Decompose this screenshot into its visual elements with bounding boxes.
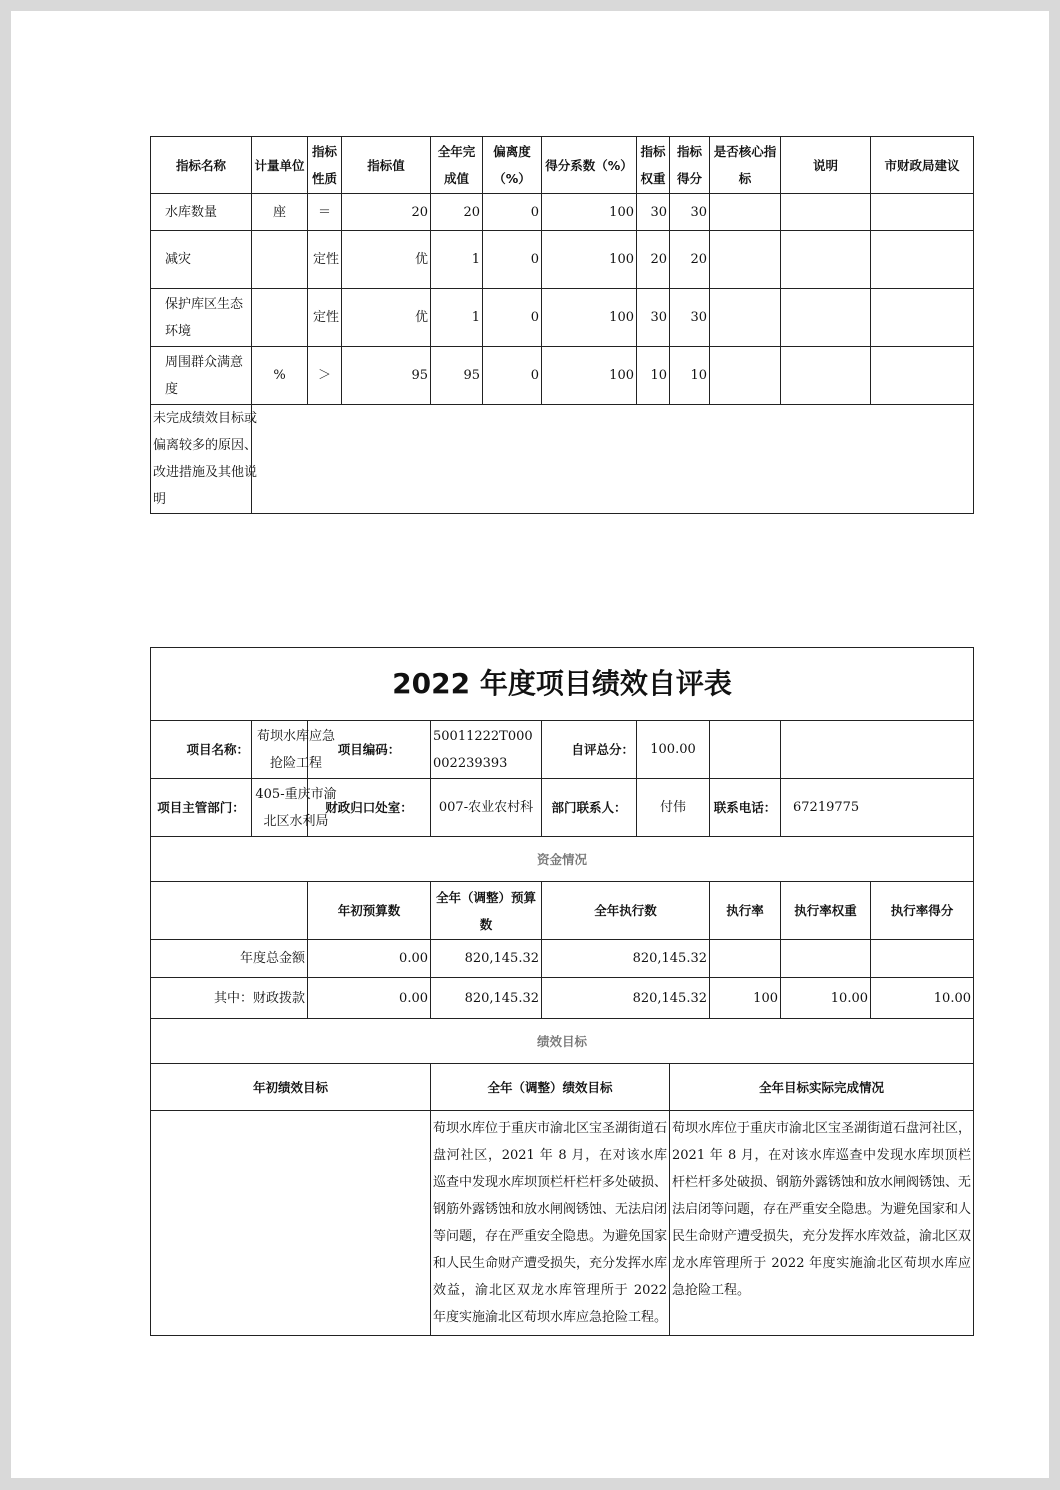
funds-header: 执行率: [710, 882, 781, 940]
funds-row-label: 其中：财政拨款: [151, 978, 308, 1019]
department-row: [151, 779, 974, 837]
empty-cell: [710, 721, 781, 779]
note-label-text: 未完成绩效目标或偏离较多的原因、改进措施及其他说明: [153, 411, 258, 507]
indicator-deviation: 0: [483, 347, 542, 405]
table-row: [151, 231, 974, 289]
project-name: 荀坝水库应急抢险工程: [256, 728, 335, 771]
indicator-suggestion: [871, 289, 974, 347]
header-cell: 偏离度（%）: [483, 137, 542, 194]
header-cell: 指标权重: [637, 137, 670, 194]
finance-label: 财政归口处室：: [308, 779, 431, 837]
indicator-note: [781, 289, 871, 347]
goals-section-title: 绩效目标: [151, 1019, 974, 1064]
indicator-coef: 100: [542, 289, 637, 347]
project-code: 50011222T000002239393: [431, 721, 542, 779]
funds-header: 执行率权重: [781, 882, 871, 940]
goal-actual: 荀坝水库位于重庆市渝北区宝圣湖街道石盘河社区，2021 年 8 月，在对该水库巡查中发现水库坝顶栏杆栏杆多处破损、钢筋外露锈蚀和放水闸阀锈蚀、无法启闭等问题，存在严重安全隐患。为避免国家和人民生命财产遭受损失，充分发挥水库效益，渝北区双龙水库管理所于 2022 年度实施渝北区荀坝水库应急抢险工程。: [670, 1111, 974, 1336]
funds-executed: 820,145.32: [542, 940, 710, 978]
dept-value: 405-重庆市渝北区水利局: [255, 786, 337, 829]
note-row: [151, 405, 974, 514]
document-page: [11, 11, 1049, 1478]
indicator-suggestion: [871, 231, 974, 289]
indicator-note: [781, 347, 871, 405]
phone-label: 联系电话：: [710, 779, 781, 837]
header-cell: 指标名称: [151, 137, 252, 194]
indicator-actual: 95: [431, 347, 483, 405]
contact-value: 付伟: [637, 779, 710, 837]
table-row: [151, 289, 974, 347]
indicator-table: [150, 136, 974, 514]
indicator-note: [781, 194, 871, 231]
header-cell: 说明: [781, 137, 871, 194]
funds-score: [871, 940, 974, 978]
indicator-nature: ＝: [308, 194, 342, 231]
table-row: [151, 978, 974, 1019]
indicator-value: 20: [342, 194, 431, 231]
indicator-unit: %: [252, 347, 308, 405]
indicator-nature: ＞: [308, 347, 342, 405]
contact-label: 部门联系人：: [542, 779, 637, 837]
funds-section-title: 资金情况: [151, 837, 974, 882]
dept-cell: [252, 779, 337, 837]
indicator-core: [710, 231, 781, 289]
project-name-label: 项目名称：: [151, 721, 252, 779]
indicator-note: [781, 231, 871, 289]
table-row: [151, 347, 974, 405]
indicator-name: 水库数量: [151, 194, 252, 231]
funds-section-row: [151, 837, 974, 882]
indicator-coef: 100: [542, 194, 637, 231]
indicator-core: [710, 347, 781, 405]
indicator-coef: 100: [542, 347, 637, 405]
indicator-weight: 20: [637, 231, 670, 289]
phone-value: 67219775: [781, 779, 974, 837]
indicator-suggestion: [871, 347, 974, 405]
header-cell: 是否核心指标: [710, 137, 781, 194]
goals-header: 全年目标实际完成情况: [670, 1064, 974, 1111]
indicator-name: 减灾: [151, 231, 252, 289]
indicator-actual: 1: [431, 231, 483, 289]
self-evaluation-form: [150, 647, 974, 1336]
table-row: [151, 940, 974, 978]
indicator-unit: [252, 231, 308, 289]
indicator-score: 10: [670, 347, 710, 405]
indicator-score: 30: [670, 289, 710, 347]
total-score: 100.00: [637, 721, 710, 779]
indicator-actual: 1: [431, 289, 483, 347]
indicator-nature: 定性: [308, 289, 342, 347]
indicator-weight: 30: [637, 289, 670, 347]
indicator-actual: 20: [431, 194, 483, 231]
indicator-coef: 100: [542, 231, 637, 289]
table-row: [151, 194, 974, 231]
indicator-score: 20: [670, 231, 710, 289]
goals-content-row: [151, 1111, 974, 1336]
goals-section-row: [151, 1019, 974, 1064]
goals-header-row: [151, 1064, 974, 1111]
indicator-value: 优: [342, 289, 431, 347]
goals-header: 年初绩效目标: [151, 1064, 431, 1111]
indicator-deviation: 0: [483, 289, 542, 347]
indicator-unit: [252, 289, 308, 347]
indicator-score: 30: [670, 194, 710, 231]
funds-executed: 820,145.32: [542, 978, 710, 1019]
indicator-value: 95: [342, 347, 431, 405]
form-title: 2022 年度项目绩效自评表: [151, 648, 974, 721]
indicator-name: 保护库区生态环境: [151, 289, 252, 347]
header-cell: 指标值: [342, 137, 431, 194]
header-cell: 指标得分: [670, 137, 710, 194]
funds-adjusted: 820,145.32: [431, 978, 542, 1019]
indicator-deviation: 0: [483, 231, 542, 289]
header-cell: 全年完成值: [431, 137, 483, 194]
header-cell: 得分系数（%）: [542, 137, 637, 194]
funds-row-label: 年度总金额: [151, 940, 308, 978]
header-cell: 计量单位: [252, 137, 308, 194]
funds-score: 10.00: [871, 978, 974, 1019]
dept-label: 项目主管部门：: [151, 779, 252, 837]
title-row: [151, 648, 974, 721]
funds-weight: [781, 940, 871, 978]
indicator-value: 优: [342, 231, 431, 289]
funds-initial: 0.00: [308, 978, 431, 1019]
indicator-core: [710, 194, 781, 231]
funds-rate: 100: [710, 978, 781, 1019]
funds-header: 执行率得分: [871, 882, 974, 940]
goal-initial: [151, 1111, 431, 1336]
funds-header-row: [151, 882, 974, 940]
note-label: [151, 405, 258, 514]
funds-header: 年初预算数: [308, 882, 431, 940]
indicator-suggestion: [871, 194, 974, 231]
indicator-weight: 10: [637, 347, 670, 405]
indicator-core: [710, 289, 781, 347]
indicator-nature: 定性: [308, 231, 342, 289]
empty-cell: [781, 721, 974, 779]
indicator-header-row: [151, 137, 974, 194]
project-code-label: 项目编码：: [308, 721, 431, 779]
indicator-weight: 30: [637, 194, 670, 231]
header-cell: 市财政局建议: [871, 137, 974, 194]
funds-header: 全年（调整）预算数: [431, 882, 542, 940]
empty-cell: [151, 882, 308, 940]
funds-header: 全年执行数: [542, 882, 710, 940]
goals-header: 全年（调整）绩效目标: [431, 1064, 670, 1111]
goal-adjusted: 荀坝水库位于重庆市渝北区宝圣湖街道石盘河社区，2021 年 8 月，在对该水库巡查中发现水库坝顶栏杆栏杆多处破损、钢筋外露锈蚀和放水闸阀锈蚀、无法启闭等问题，存在严重安全隐患。为避免国家和人民生命财产遭受损失，充分发挥水库效益，渝北区双龙水库管理所于 2022 年度实施渝北区荀坝水库应急抢险工程。: [431, 1111, 670, 1336]
total-score-label: 自评总分：: [542, 721, 637, 779]
funds-adjusted: 820,145.32: [431, 940, 542, 978]
funds-initial: 0.00: [308, 940, 431, 978]
indicator-name: 周围群众满意度: [151, 347, 252, 405]
funds-weight: 10.00: [781, 978, 871, 1019]
project-name-cell: [252, 721, 335, 779]
finance-value: 007-农业农村科: [431, 779, 542, 837]
indicator-deviation: 0: [483, 194, 542, 231]
project-row: [151, 721, 974, 779]
note-content: [252, 405, 974, 514]
funds-rate: [710, 940, 781, 978]
header-cell: 指标性质: [308, 137, 342, 194]
indicator-unit: 座: [252, 194, 308, 231]
